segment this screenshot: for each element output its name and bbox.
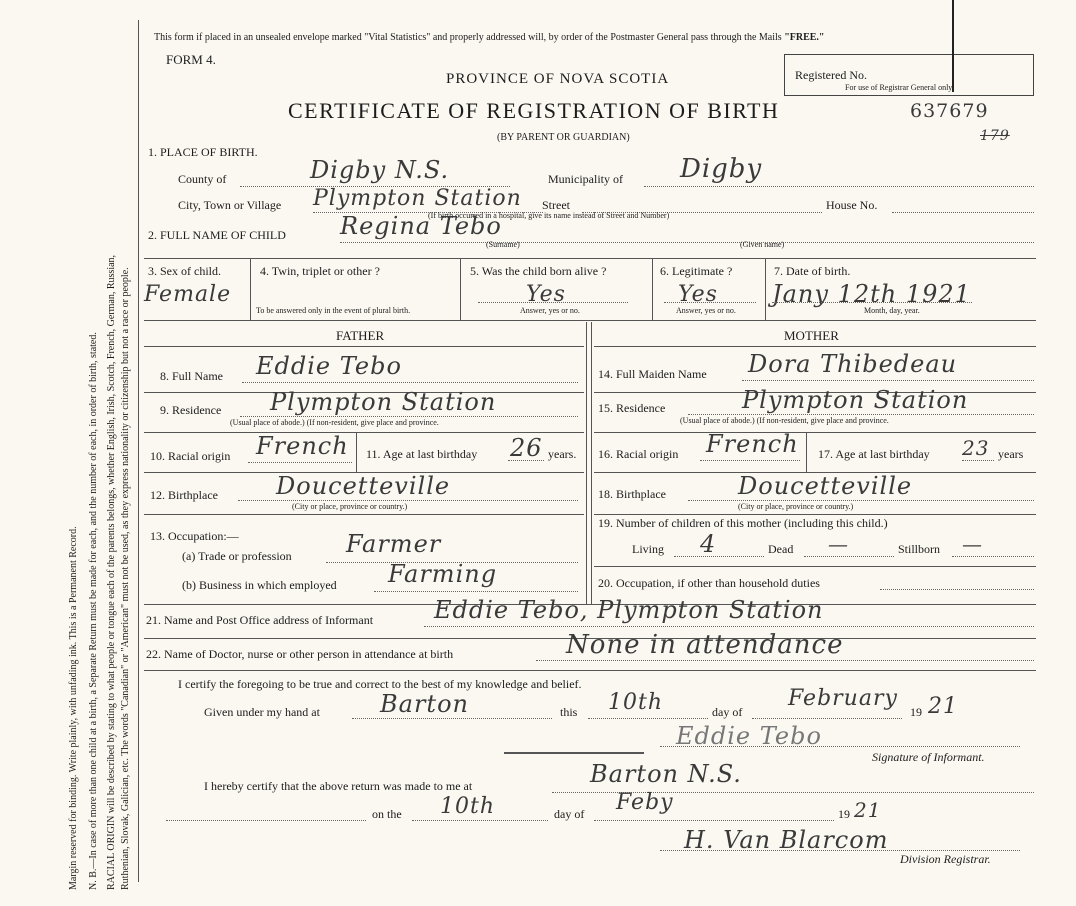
dead-label: Dead [768,542,794,556]
sex-label: 3. Sex of child. [148,264,221,278]
registrar-day-of-label: day of [554,807,585,821]
house-no-label: House No. [826,198,878,212]
doctor-value: None in attendance [566,630,844,660]
given-year-value: 21 [928,694,958,719]
informant-label: 21. Name and Post Office address of Informant [146,613,374,627]
county-label: County of [178,172,227,186]
father-business-value: Farming [388,560,498,588]
municipality-value: Digby [680,154,763,184]
county-value: Digby N.S. [310,156,450,184]
registered-no-box [784,54,1034,96]
mother-residence-label: 15. Residence [598,401,666,415]
father-years: years. [548,447,577,461]
father-trade-value: Farmer [346,530,442,558]
mother-race-label: 16. Racial origin [598,447,679,461]
father-occupation-label: 13. Occupation:— [150,529,239,543]
father-name-label: 8. Full Name [160,369,223,383]
father-name-value: Eddie Tebo [256,352,402,380]
city-label: City, Town or Village [178,198,282,212]
mother-birthplace-value: Doucetteville [738,472,913,500]
living-label: Living [632,542,664,556]
struck-number: 179 [980,128,1010,144]
children-count-label: 19. Number of children of this mother (including this child.) [598,516,888,530]
this-label: this [560,705,578,719]
child-name-label: 2. FULL NAME OF CHILD [148,228,286,242]
mother-occupation-label: 20. Occupation, if other than household duties [598,576,820,590]
form-number: FORM 4. [166,52,216,67]
father-residence-value: Plympton Station [270,388,497,416]
street-label: Street [542,198,570,212]
mother-age-value: 23 [962,436,990,460]
municipality-label: Municipality of [548,172,623,186]
mother-years: years [998,447,1024,461]
informant-value: Eddie Tebo, Plympton Station [434,596,824,624]
margin-note-3: RACIAL ORIGIN will be described by stating to what people or tongue each of the parents belongs, whether English, Irish, Scotch, French, German, Russian, [106,254,117,890]
legitimate-note: Answer, yes or no. [676,306,736,315]
living-value: 4 [700,530,717,558]
child-name-value: Regina Tebo [340,212,502,240]
hospital-note: (If birth occurred in a hospital, give its name instead of Street and Number) [428,211,670,220]
given-name-note: (Given name) [740,240,785,249]
given-month-value: February [788,686,898,711]
mother-birthplace-note: (City or place, province or country.) [738,502,854,511]
given-under-label: Given under my hand at [204,705,320,719]
given-year-prefix: 19 [910,705,922,719]
dead-value: — [828,532,849,556]
alive-label: 5. Was the child born alive ? [470,264,607,278]
registrar-year-prefix: 19 [838,807,850,821]
surname-note: (Surname) [486,240,520,249]
father-residence-label: 9. Residence [160,403,222,417]
mother-age-label: 17. Age at last birthday [818,447,930,461]
margin-note-1: Margin reserved for binding. Write plainly, with unfading ink. This is a Permanent Record. [68,526,79,890]
stillborn-value: — [962,532,983,556]
margin-note-4: Ruthenian, Slovak, Galician, etc. The words "Canadian" or "American" must not be used, as they express nationality or citizenship but not a race or people. [120,267,131,890]
father-heading: FATHER [336,328,385,343]
page-title: CERTIFICATE OF REGISTRATION OF BIRTH [288,98,780,123]
father-birthplace-value: Doucetteville [276,472,451,500]
margin-rule [138,20,139,882]
doctor-label: 22. Name of Doctor, nurse or other person in attendance at birth [146,647,454,661]
father-birthplace-label: 12. Birthplace [150,488,218,502]
father-residence-note: (Usual place of abode.) (If non-resident, give place and province. [230,418,439,427]
mother-race-value: French [706,430,799,458]
father-race-value: French [256,432,349,460]
father-age-label: 11. Age at last birthday [366,447,478,461]
subtitle: (BY PARENT OR GUARDIAN) [497,132,630,143]
father-trade-label: (a) Trade or profession [182,549,292,563]
informant-signature: Eddie Tebo [676,722,822,750]
mother-birthplace-label: 18. Birthplace [598,487,666,501]
mail-free: "FREE." [784,32,825,43]
on-the-label: on the [372,807,402,821]
informant-signature-caption: Signature of Informant. [872,750,985,764]
mother-name-label: 14. Full Maiden Name [598,367,707,381]
mother-residence-value: Plympton Station [742,386,969,414]
alive-note: Answer, yes or no. [520,306,580,315]
mail-note: This form if placed in an unsealed envelope marked "Vital Statistics" and properly addressed will, by order of the Postmaster General pass through the Mails "FREE." [154,32,825,43]
registrar-day-value: 10th [440,794,496,819]
place-of-birth-label: 1. PLACE OF BIRTH. [148,145,258,159]
mother-name-value: Dora Thibedeau [748,350,958,378]
registrar-caption: Division Registrar. [900,852,991,866]
certify-line: I certify the foregoing to be true and correct to the best of my knowledge and belief. [178,677,582,691]
province-heading: PROVINCE OF NOVA SCOTIA [446,71,670,87]
father-race-label: 10. Racial origin [150,449,231,463]
registrar-place-value: Barton N.S. [590,760,742,788]
registrar-line: I hereby certify that the above return was made to me at [204,779,473,793]
registrar-year-value: 21 [854,798,882,822]
margin-note-2: N. B.—In case of more than one child at a birth, a Separate Return must be made for each, and the number of each, in order of birth, stated. [88,332,99,890]
father-age-value: 26 [510,434,543,462]
city-value: Plympton Station [313,186,522,211]
dob-note: Month, day, year. [864,306,920,315]
registrar-use-note: For use of Registrar General only. [845,83,954,92]
father-business-label: (b) Business in which employed [182,578,337,592]
registrar-signature: H. Van Blarcom [684,826,889,854]
ink-stroke [952,0,954,92]
father-birthplace-note: (City or place, province or country.) [292,502,408,511]
mother-heading: MOTHER [784,328,839,343]
registrar-month-value: Feby [616,790,674,815]
given-day-value: 10th [608,690,664,715]
twin-note: To be answered only in the event of plural birth. [256,306,411,315]
legitimate-label: 6. Legitimate ? [660,264,733,278]
legitimate-value: Yes [678,282,718,307]
sex-value: Female [144,282,232,307]
twin-label: 4. Twin, triplet or other ? [260,264,380,278]
dob-label: 7. Date of birth. [774,264,851,278]
mother-residence-note: (Usual place of abode.) (If non-resident, give place and province. [680,416,889,425]
day-of-label: day of [712,705,743,719]
alive-value: Yes [526,282,566,307]
stamped-number: 637679 [910,100,989,122]
stillborn-label: Stillborn [898,542,941,556]
dob-value: Jany 12th 1921 [772,280,971,308]
registered-no-label: Registered No. [795,68,867,82]
given-place-value: Barton [380,690,469,718]
